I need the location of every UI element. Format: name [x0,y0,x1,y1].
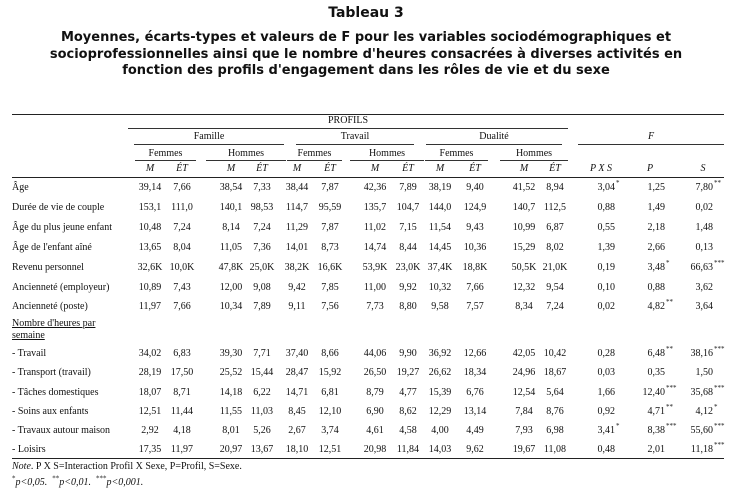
f-col-header: P [646,163,654,174]
table-cell: 12,66 [463,348,487,359]
f-value: 4,82 [647,301,665,312]
table-subtitle [0,30,732,80]
table-cell: 6,90 [366,406,384,417]
significance-marker: * [616,179,620,187]
table-cell: 25,52 [219,367,243,378]
table-cell: 37,40 [285,348,309,359]
section-label: semaine [12,330,45,341]
f-value: 3,64 [695,301,713,312]
table-cell: 10,0K [169,262,195,273]
table-cell: 10,48 [138,222,162,233]
table-cell: 36,92 [428,348,452,359]
table-cell: 6,98 [546,425,564,436]
header-underline [426,144,562,145]
table-cell: 8,34 [515,301,533,312]
f-value: 0,88 [647,282,665,293]
table-cell: 19,67 [512,444,536,455]
f-value: 3,41 [597,425,615,436]
profils-header: PROFILS [327,115,368,126]
f-value: 0,10 [597,282,615,293]
f-value: 35,68 [690,387,713,398]
table-cell: 10,42 [543,348,567,359]
f-value: 0,02 [695,202,713,213]
table-cell: 13,14 [463,406,487,417]
f-value: 1,50 [695,367,713,378]
sex-header: Femmes [297,148,332,159]
table-cell: 32,6K [137,262,163,273]
table-cell: 28,47 [285,367,309,378]
significance-marker: *** [714,345,725,353]
table-cell: 18,67 [543,367,567,378]
subtitle-line: Moyennes, écarts-types et valeurs de F pour les variables sociodémographiques et [60,30,672,45]
sex-header: Hommes [227,148,265,159]
stat-header: ÉT [549,163,561,174]
significance-marker: ** [666,298,673,306]
table-cell: 4,77 [399,387,417,398]
table-cell: 25,0K [249,262,275,273]
f-header: F [647,131,655,142]
table-cell: 98,53 [250,202,274,213]
table-cell: 7,87 [321,182,339,193]
table-cell: 7,66 [173,301,191,312]
stat-header: ÉT [176,163,188,174]
f-value: 0,48 [597,444,615,455]
table-cell: 9,42 [288,282,306,293]
f-value: 0,28 [597,348,615,359]
significance-marker: *** [666,422,677,430]
table-cell: 15,44 [250,367,274,378]
table-cell: 53,9K [362,262,388,273]
header-underline [500,160,568,161]
table-cell: 4,58 [399,425,417,436]
table-cell: 7,36 [253,242,271,253]
table-cell: 2,92 [141,425,159,436]
significance-marker: * [714,403,718,411]
table-cell: 11,84 [396,444,420,455]
table-cell: 6,81 [321,387,339,398]
f-value: 0,55 [597,222,615,233]
row-label: - Transport (travail) [12,367,91,378]
table-cell: 8,45 [288,406,306,417]
table-cell: 15,29 [512,242,536,253]
table-cell: 7,89 [253,301,271,312]
f-value: 3,48 [647,262,665,273]
table-cell: 8,02 [546,242,564,253]
table-cell: 8,66 [321,348,339,359]
table-cell: 7,43 [173,282,191,293]
table-cell: 11,02 [363,222,387,233]
table-cell: 7,85 [321,282,339,293]
table-cell: 26,62 [428,367,452,378]
table-cell: 14,71 [285,387,309,398]
f-value: 1,39 [597,242,615,253]
table-cell: 7,15 [399,222,417,233]
f-value: 1,49 [647,202,665,213]
table-cell: 14,45 [428,242,452,253]
subtitle-line: socioprofessionnelles ainsi que le nombre d'heures consacrées à diverses activités en [49,46,683,62]
table-title: Tableau 3 [328,5,404,21]
table-cell: 8,94 [546,182,564,193]
f-value: 2,01 [647,444,665,455]
table-cell: 9,58 [431,301,449,312]
table-cell: 9,54 [546,282,564,293]
sex-header: Femmes [148,148,183,159]
table-cell: 144,0 [428,202,452,213]
table-cell: 20,98 [363,444,387,455]
table-cell: 15,39 [428,387,452,398]
table-cell: 9,08 [253,282,271,293]
sex-header: Femmes [439,148,474,159]
table-cell: 9,11 [288,301,306,312]
table-cell: 6,22 [253,387,271,398]
sig-text: p<0,01. [59,477,91,488]
table-cell: 34,02 [138,348,162,359]
subtitle-line: fonction des profils d'engagement dans les rôles de vie et du sexe [122,63,610,78]
f-value: 1,66 [597,387,615,398]
row-label: Ancienneté (poste) [12,301,88,312]
f-value: 0,92 [597,406,615,417]
sig-symbol: *** [96,474,107,483]
significance-marker: * [666,259,670,267]
f-value: 8,38 [647,425,665,436]
significance-marker: * [616,422,620,430]
table-cell: 10,32 [428,282,452,293]
table-cell: 11,29 [285,222,309,233]
table-note [12,461,242,473]
table-cell: 11,00 [363,282,387,293]
f-value: 0,02 [597,301,615,312]
header-underline [206,160,286,161]
header-underline [425,160,488,161]
table-cell: 15,92 [318,367,342,378]
table-cell: 12,32 [512,282,536,293]
table-cell: 14,03 [428,444,452,455]
header-underline [296,144,414,145]
row-label: - Soins aux enfants [12,406,89,417]
table-cell: 14,01 [285,242,309,253]
stat-header: ÉT [469,163,481,174]
table-cell: 12,51 [138,406,162,417]
table-cell: 13,67 [250,444,274,455]
sig-symbol: * [12,474,16,483]
row-label: Durée de vie de couple [12,202,105,213]
stat-header: ÉT [324,163,336,174]
f-value: 0,88 [597,202,615,213]
table-cell: 47,8K [218,262,244,273]
table-cell: 38,2K [284,262,310,273]
f-value: 6,48 [647,348,665,359]
stat-header: M [226,163,236,174]
table-cell: 9,40 [466,182,484,193]
f-col-header: P X S [589,163,613,174]
table-cell: 112,5 [543,202,567,213]
table-cell: 7,24 [546,301,564,312]
table-cell: 7,24 [253,222,271,233]
table-cell: 9,92 [399,282,417,293]
f-value: 38,16 [690,348,713,359]
table-cell: 18,07 [138,387,162,398]
table-cell: 44,06 [363,348,387,359]
table-cell: 11,03 [250,406,274,417]
table-cell: 153,1 [138,202,162,213]
table-cell: 9,43 [466,222,484,233]
f-value: 0,19 [597,262,615,273]
table-cell: 140,7 [512,202,536,213]
table-cell: 41,52 [512,182,536,193]
sig-text: p<0,05. [15,477,48,488]
table-cell: 6,87 [546,222,564,233]
table-cell: 18,10 [285,444,309,455]
f-value: 1,48 [695,222,713,233]
table-cell: 21,0K [542,262,568,273]
table-cell: 11,08 [543,444,567,455]
table-cell: 17,50 [170,367,194,378]
table-cell: 7,93 [515,425,533,436]
significance-marker: ** [714,179,721,187]
stat-header: M [435,163,445,174]
table-cell: 26,50 [363,367,387,378]
table-cell: 5,64 [546,387,564,398]
table-cell: 37,4K [427,262,453,273]
table-cell: 12,29 [428,406,452,417]
row-label: Âge du plus jeune enfant [12,222,112,233]
header-underline [128,128,568,129]
row-label: Revenu personnel [12,262,84,273]
table-cell: 7,73 [366,301,384,312]
table-cell: 140,1 [219,202,243,213]
table-cell: 8,14 [222,222,240,233]
f-value: 4,71 [647,406,665,417]
table-cell: 7,66 [173,182,191,193]
table-cell: 10,34 [219,301,243,312]
table-cell: 50,5K [511,262,537,273]
group-header: Travail [340,131,370,142]
stat-header: M [292,163,302,174]
table-cell: 12,00 [219,282,243,293]
table-cell: 38,54 [219,182,243,193]
table-cell: 38,44 [285,182,309,193]
table-cell: 8,44 [399,242,417,253]
table-cell: 9,90 [399,348,417,359]
table-cell: 7,66 [466,282,484,293]
table-cell: 114,7 [285,202,309,213]
f-value: 3,62 [695,282,713,293]
table-cell: 7,84 [515,406,533,417]
row-label: - Travail [12,348,47,359]
table-cell: 10,99 [512,222,536,233]
f-value: 0,03 [597,367,615,378]
sex-header: Hommes [515,148,553,159]
table-cell: 4,49 [466,425,484,436]
table-cell: 7,87 [321,222,339,233]
significance-marker: ** [666,345,673,353]
table-cell: 13,65 [138,242,162,253]
table-cell: 11,54 [428,222,452,233]
table-cell: 4,61 [366,425,384,436]
table-cell: 111,0 [171,202,193,213]
table-cell: 11,55 [219,406,243,417]
table-cell: 8,79 [366,387,384,398]
f-col-header: S [700,163,706,174]
sig-text: p<0,001. [106,477,144,488]
table-cell: 10,89 [138,282,162,293]
table-cell: 18,34 [463,367,487,378]
table-rule [12,177,724,178]
table-cell: 11,44 [170,406,194,417]
f-value: 12,40 [642,387,665,398]
stat-header: M [519,163,529,174]
table-cell: 14,74 [363,242,387,253]
table-cell: 4,18 [173,425,191,436]
table-cell: 124,9 [463,202,487,213]
significance-marker: *** [714,441,725,449]
significance-note [12,474,144,489]
table-cell: 95,59 [318,202,342,213]
row-label: - Tâches domestiques [12,387,99,398]
header-underline [350,160,424,161]
table-cell: 7,71 [253,348,271,359]
table-cell: 20,97 [219,444,243,455]
row-label: Âge de l'enfant aîné [12,242,92,253]
table-cell: 9,62 [466,444,484,455]
table-cell: 42,05 [512,348,536,359]
table-cell: 7,33 [253,182,271,193]
row-label: Âge [12,182,29,193]
table-cell: 7,89 [399,182,417,193]
table-cell: 7,57 [466,301,484,312]
sex-header: Hommes [368,148,406,159]
table-cell: 2,67 [288,425,306,436]
significance-marker: ** [666,403,673,411]
table-cell: 42,36 [363,182,387,193]
table-cell: 10,36 [463,242,487,253]
table-cell: 19,27 [396,367,420,378]
table-cell: 8,04 [173,242,191,253]
stat-header: ÉT [256,163,268,174]
table-cell: 8,80 [399,301,417,312]
table-cell: 4,00 [431,425,449,436]
table-cell: 7,56 [321,301,339,312]
f-value: 11,18 [690,444,713,455]
stat-header: M [370,163,380,174]
table-cell: 17,35 [138,444,162,455]
group-header: Famille [193,131,225,142]
row-label: - Travaux autour maison [12,425,111,436]
header-underline [135,160,196,161]
table-cell: 38,19 [428,182,452,193]
table-cell: 16,6K [317,262,343,273]
significance-marker: *** [666,384,677,392]
note-text: . P X S=Interaction Profil X Sexe, P=Profil, S=Sexe. [30,461,242,472]
table-cell: 11,05 [219,242,243,253]
f-value: 4,12 [695,406,713,417]
header-underline [287,160,342,161]
table-cell: 6,83 [173,348,191,359]
table-cell: 12,10 [318,406,342,417]
table-cell: 23,0K [395,262,421,273]
stat-header: M [145,163,155,174]
f-value: 55,60 [690,425,713,436]
table-cell: 11,97 [138,301,162,312]
table-cell: 12,54 [512,387,536,398]
f-value: 0,35 [647,367,665,378]
f-value: 0,13 [695,242,713,253]
table-cell: 8,01 [222,425,240,436]
table-cell: 104,7 [396,202,420,213]
table-cell: 11,97 [170,444,194,455]
section-label: Nombre d'heures par [12,318,96,329]
table-cell: 28,19 [138,367,162,378]
row-label: Ancienneté (employeur) [12,282,110,293]
note-prefix: Note [12,461,31,472]
group-header: Dualité [479,131,509,142]
header-underline [578,144,724,145]
f-value: 7,80 [695,182,713,193]
table-cell: 8,62 [399,406,417,417]
header-underline [134,144,284,145]
table-cell: 8,73 [321,242,339,253]
row-label: - Loisirs [12,444,46,455]
table-cell: 14,18 [219,387,243,398]
table-cell: 39,14 [138,182,162,193]
f-value: 66,63 [690,262,713,273]
table-cell: 3,74 [321,425,339,436]
f-value: 2,66 [647,242,665,253]
stat-header: ÉT [402,163,414,174]
f-value: 1,25 [647,182,665,193]
table-cell: 135,7 [363,202,387,213]
table-cell: 5,26 [253,425,271,436]
table-cell: 7,24 [173,222,191,233]
table-cell: 24,96 [512,367,536,378]
table-cell: 39,30 [219,348,243,359]
table-cell: 18,8K [462,262,488,273]
table-rule [12,458,724,459]
table-cell: 8,76 [546,406,564,417]
significance-marker: *** [714,259,725,267]
table-cell: 12,51 [318,444,342,455]
sig-symbol: ** [52,474,60,483]
table-cell: 6,76 [466,387,484,398]
significance-marker: *** [714,422,725,430]
significance-marker: *** [714,384,725,392]
table-cell: 8,71 [173,387,191,398]
f-value: 3,04 [597,182,615,193]
f-value: 2,18 [647,222,665,233]
